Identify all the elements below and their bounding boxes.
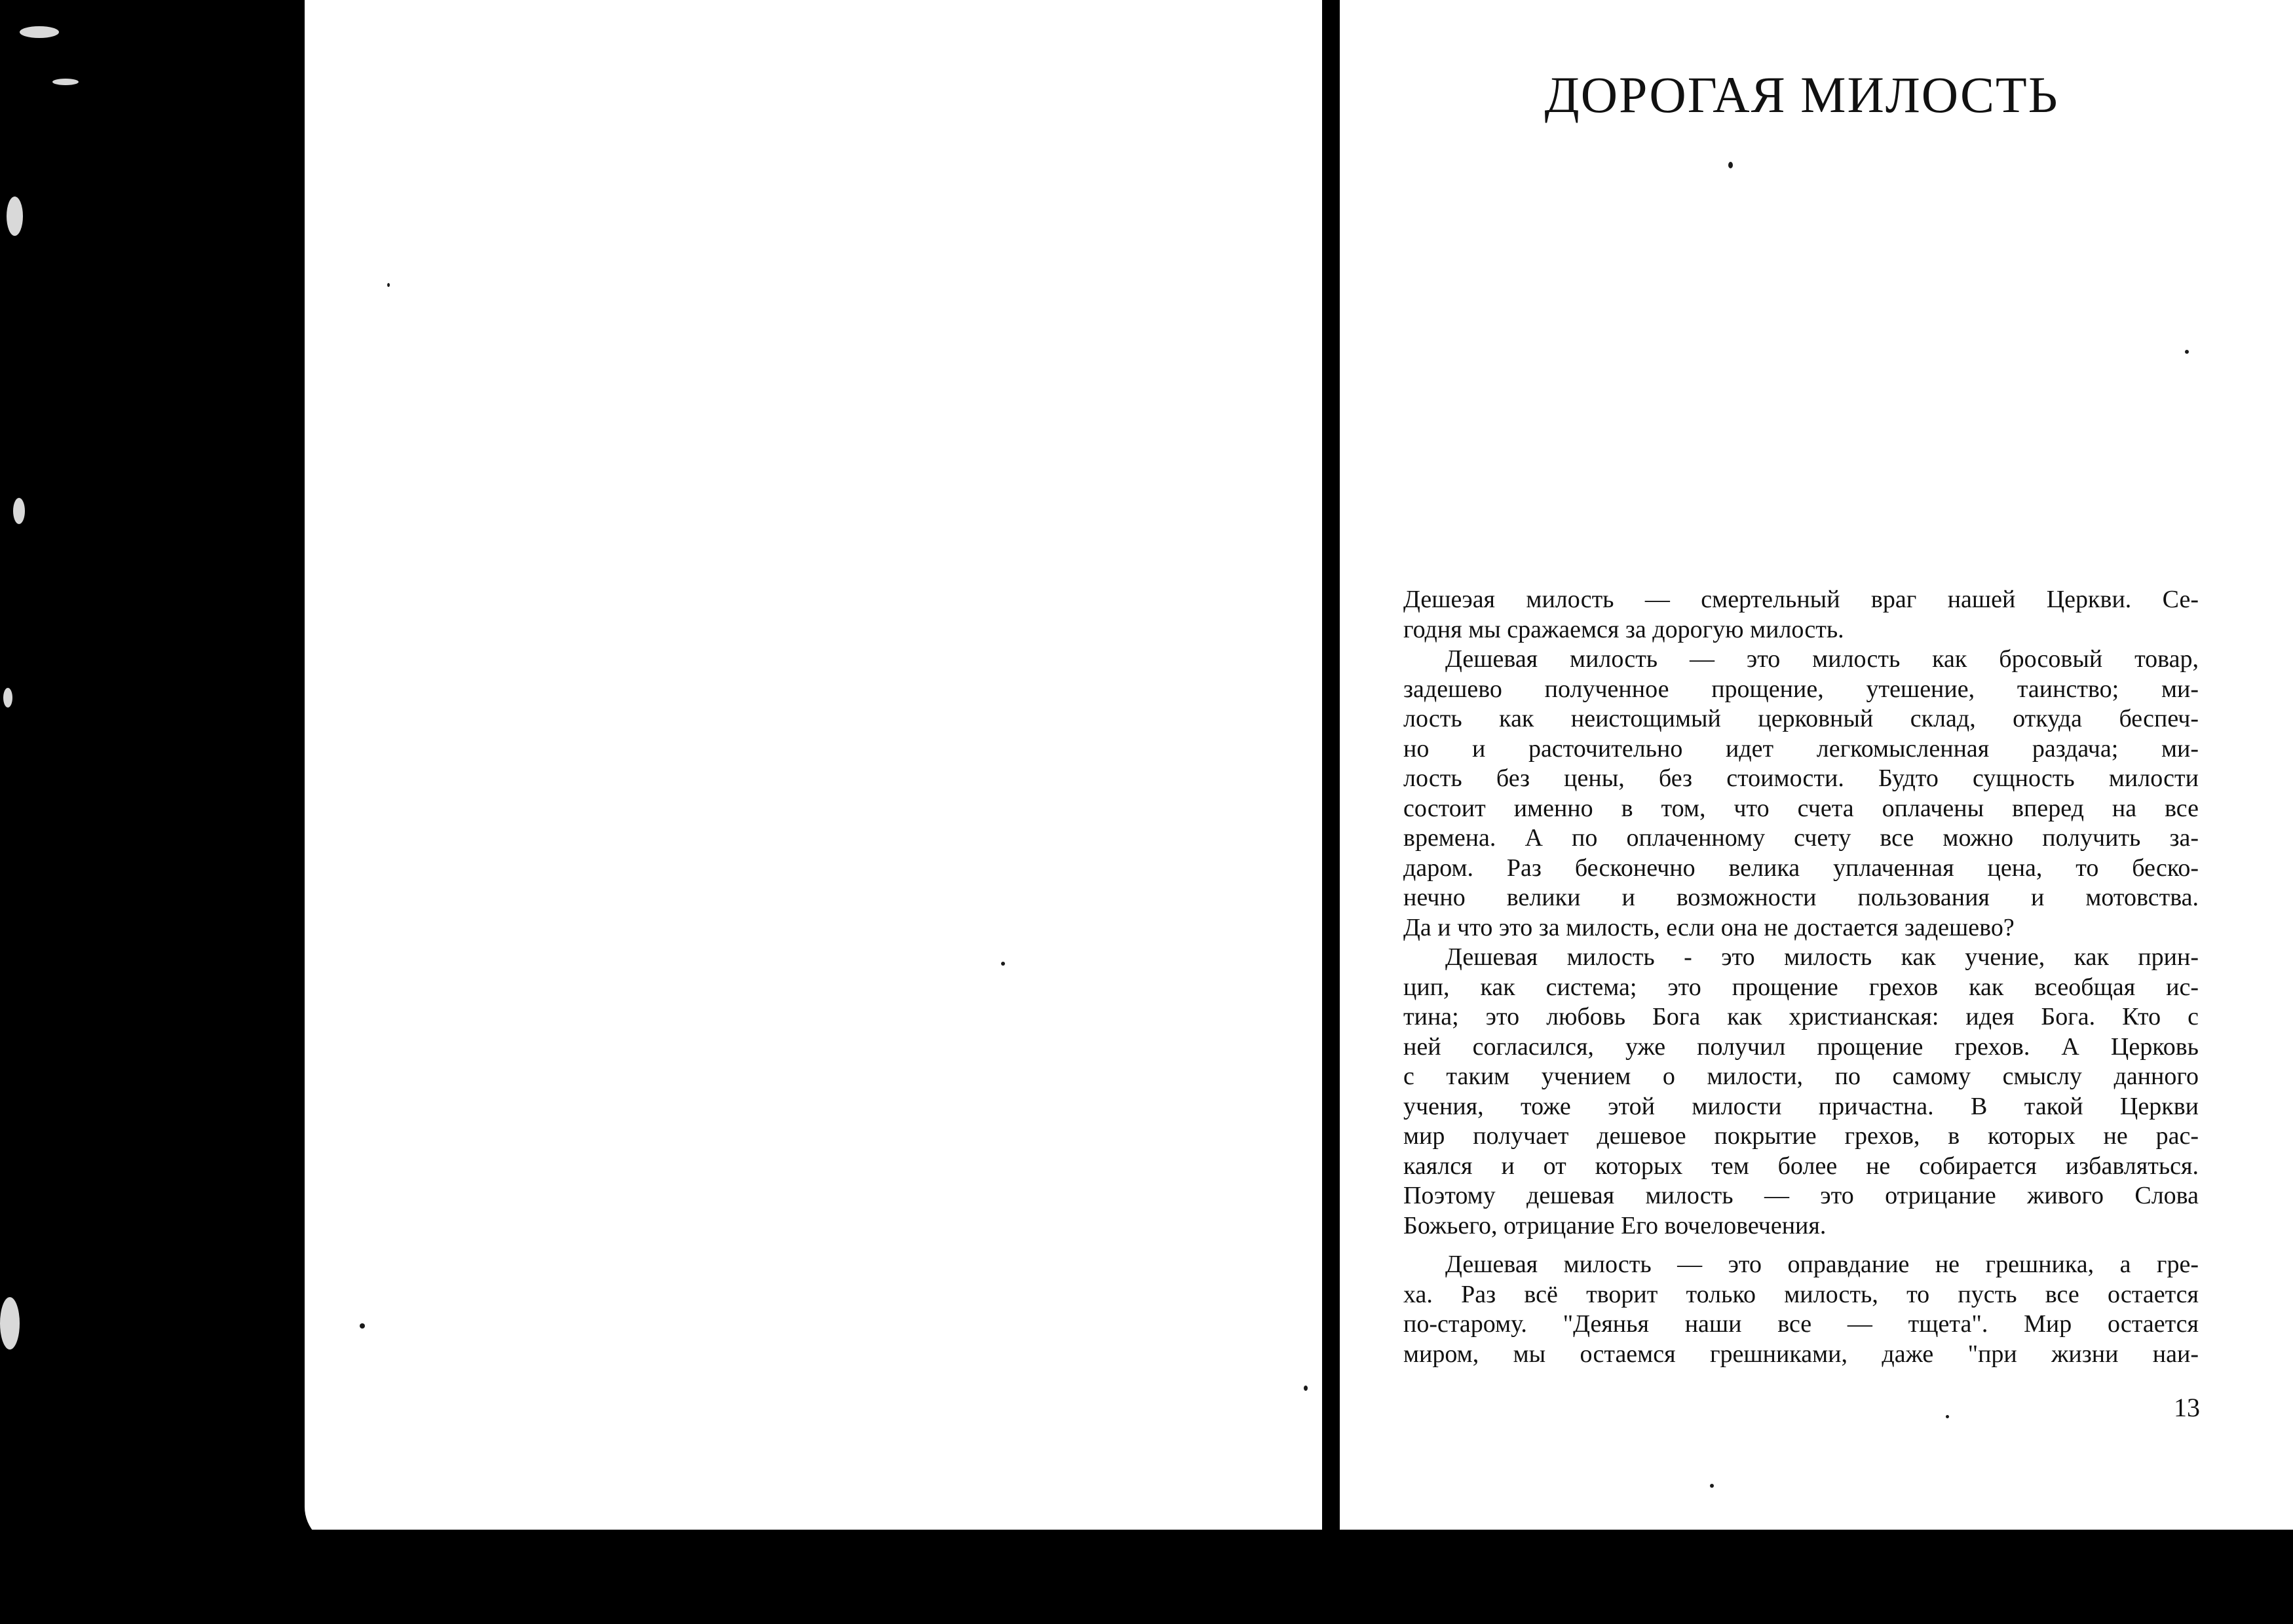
- text-line: тина; это любовь Бога как христианская: идея Бога. Кто с: [1403, 1003, 2199, 1030]
- text-line: каялся и от которых тем более не собирается избавляться.: [1403, 1152, 2199, 1180]
- text-line: по-старому. "Деянья наши все — тщета". Мир остается: [1403, 1310, 2199, 1338]
- scan-speckle: [3, 688, 12, 708]
- scan-speckle: [52, 79, 79, 85]
- text-line: годня мы сражаемся за дорогую милость.: [1403, 615, 1844, 643]
- text-line: миром, мы остаемся грешниками, даже "при жизни наи-: [1403, 1340, 2199, 1368]
- body-text: [1403, 585, 2199, 1369]
- text-line: состоит именно в том, что счета оплачены вперед на все: [1403, 794, 2199, 822]
- text-line: мир получает дешевое покрытие грехов, в которых не рас-: [1403, 1122, 2199, 1150]
- text-line: Дешевая милость — это милость как бросовый товар,: [1445, 645, 2199, 673]
- scan-bottom-margin: [0, 1530, 2293, 1624]
- scan-dust: [1946, 1415, 1949, 1418]
- paragraph: [1403, 943, 2199, 1241]
- text-line: но и расточительно идет легкомысленная раздача; ми-: [1403, 734, 2199, 763]
- scan-dust: [2185, 350, 2189, 354]
- scan-dust: [360, 1323, 365, 1329]
- scanned-dark-margin: [0, 0, 308, 1624]
- chapter-title: ДОРОГАЯ МИЛОСТЬ: [1544, 66, 2059, 123]
- book-spine: [1322, 0, 1342, 1624]
- scan-dust: [1304, 1386, 1308, 1391]
- text-line: Дешевая милость — это оправдание не грешника, а гре-: [1445, 1251, 2199, 1278]
- text-line: Да и что это за милость, если она не достается задешево?: [1403, 913, 2015, 941]
- text-line: Божьего, отрицание Его вочеловечения.: [1403, 1211, 1827, 1239]
- page-number: 13: [2174, 1393, 2200, 1422]
- text-line: лость без цены, без стоимости. Будто сущность милости: [1403, 765, 2199, 792]
- scan-speckle: [13, 498, 25, 524]
- text-line: Дешевая милость - это милость как учение, как прин-: [1445, 943, 2199, 971]
- text-line: с таким учением о милости, по самому смыслу данного: [1403, 1063, 2199, 1090]
- scan-dust: [1001, 962, 1005, 966]
- text-line: ха. Раз всё творит только милость, то пусть все остается: [1403, 1280, 2199, 1308]
- paragraph: [1403, 585, 2199, 645]
- text-line: учения, тоже этой милости причастна. В такой Церкви: [1403, 1092, 2199, 1120]
- text-line: Дешеэая милость — смертельный враг нашей Церкви. Се-: [1403, 586, 2199, 613]
- scan-speckle: [7, 197, 23, 236]
- text-line: нечно велики и возможности пользования и мотовства.: [1403, 884, 2199, 911]
- paragraph: [1403, 645, 2199, 943]
- text-line: даром. Раз бесконечно велика уплаченная цена, то беско-: [1403, 854, 2199, 882]
- scan-speckle: [20, 26, 59, 38]
- scan-dust: [387, 283, 390, 287]
- text-line: задешево полученное прощение, утешение, таинство; ми-: [1403, 675, 2199, 703]
- left-blank-page: [305, 0, 1327, 1546]
- scan-dust: [1728, 162, 1733, 168]
- scan-dust: [1710, 1484, 1714, 1488]
- paragraph-gap: [1403, 1241, 2199, 1250]
- text-line: цип, как система; это прощение грехов как всеобщая ис-: [1403, 973, 2199, 1001]
- scan-speckle: [0, 1297, 20, 1350]
- text-line: ней согласился, уже получил прощение грехов. А Церковь: [1403, 1032, 2199, 1061]
- text-line: времена. А по оплаченному счету все можно получить за-: [1403, 824, 2199, 852]
- text-line: Поэтому дешевая милость — это отрицание живого Слова: [1403, 1182, 2199, 1209]
- paragraph: [1403, 1250, 2199, 1369]
- text-line: лость как неистощимый церковный склад, откуда беспеч-: [1403, 705, 2199, 732]
